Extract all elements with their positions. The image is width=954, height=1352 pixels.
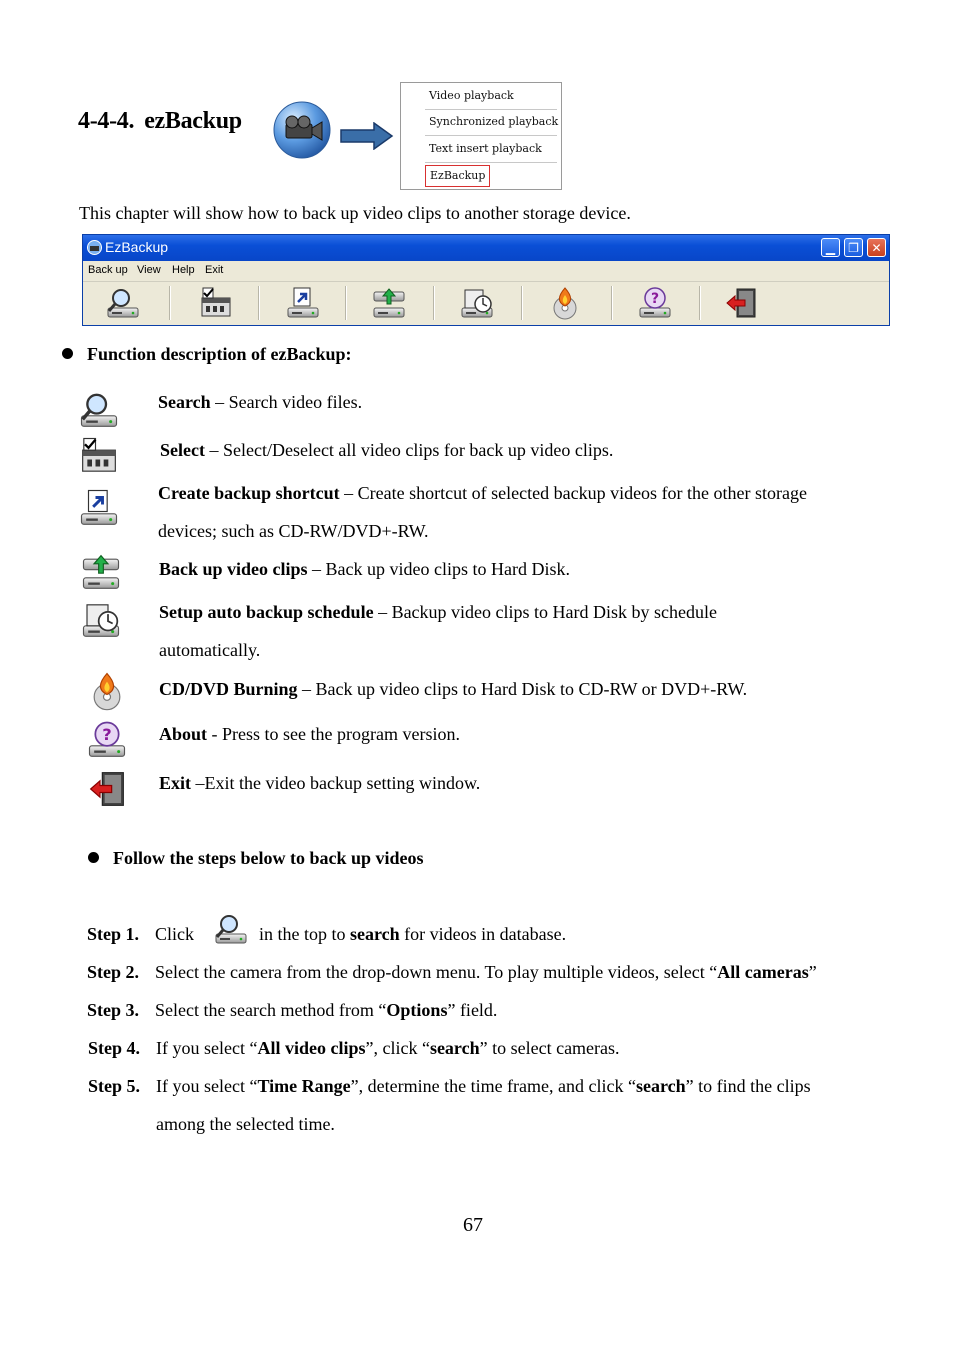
exit-icon [86,769,128,809]
schedule-icon[interactable] [459,286,495,320]
step-bold: search [350,924,400,944]
step-label: Step 3. [87,1000,140,1020]
menu-separator [425,135,557,136]
search-icon[interactable] [105,286,141,320]
menu-separator [425,109,557,110]
menu-item-video-playback[interactable]: Video playback [429,89,514,102]
step-bold: Options [386,1000,448,1020]
maximize-button[interactable] [844,238,863,257]
menu-separator [425,162,557,163]
toolbar-separator [433,286,435,320]
function-create-shortcut [158,474,807,550]
step-text: ” to select cameras. [479,1038,620,1058]
ezbackup-globe-icon [272,100,332,160]
step-5-continued: among the selected time. [156,1114,335,1134]
function-heading [62,344,352,365]
step-5 [88,1076,811,1097]
window-title: EzBackup [105,239,169,255]
step-text: Click [155,924,199,944]
step-3 [87,1000,497,1021]
step-text: Select the camera from the drop-down menu. To play multiple videos, select “ [155,962,718,982]
toolbar-separator [699,286,701,320]
select-icon [78,436,120,476]
step-1 [87,912,566,946]
page-number: 67 [463,1214,483,1236]
arrow-right-icon [340,122,394,150]
menu-back-up[interactable]: Back up [88,264,128,276]
toolbar [83,282,889,324]
step-text: ”, click “ [365,1038,430,1058]
menu-view[interactable]: View [137,264,161,276]
toolbar-separator [611,286,613,320]
step-bold: Time Range [257,1076,351,1096]
function-name: Select [160,440,205,460]
toolbar-separator [345,286,347,320]
section-title: ezBackup [144,108,242,134]
steps-heading [88,848,424,869]
close-icon: ✕ [871,241,882,255]
step-bold: All video clips [257,1038,366,1058]
function-backup [159,550,570,588]
about-icon[interactable] [637,286,673,320]
toolbar-separator [258,286,260,320]
step-text: for videos in database. [399,924,567,944]
intro-text: This chapter will show how to back up video clips to another storage device. [79,203,631,223]
step-bold: search [429,1038,480,1058]
restore-icon: ❐ [848,241,859,255]
function-about [159,715,460,753]
step-text: If you select “ [156,1038,258,1058]
function-name: Exit [159,773,192,793]
function-exit [159,764,480,802]
step-4 [88,1038,620,1059]
close-button[interactable] [867,238,886,257]
toolbar-separator [521,286,523,320]
minimize-button[interactable] [821,238,840,257]
playback-popup-menu [400,82,562,190]
function-heading-text: Function description of ezBackup: [87,344,352,364]
toolbar-separator [169,286,171,320]
step-text: in the top to [259,924,350,944]
step-text: ” field. [447,1000,498,1020]
search-icon [213,912,249,946]
minimize-icon: ▁ [825,241,836,255]
menu-exit[interactable]: Exit [205,264,224,276]
ezbackup-window [82,234,890,326]
function-name: Back up video clips [159,559,308,579]
function-name: Create backup shortcut [158,483,340,503]
function-desc-continued: automatically. [159,640,261,660]
about-icon [86,720,128,760]
schedule-icon [80,600,122,640]
section-heading [78,108,242,135]
backup-icon [80,552,122,592]
shortcut-icon [78,488,120,528]
app-icon [87,240,102,255]
section-number: 4-4-4. [78,108,135,134]
function-desc: – Select/Deselect all video clips for back up video clips. [204,440,614,460]
menu-item-synchronized-playback[interactable]: Synchronized playback [429,115,559,128]
step-label: Step 2. [87,962,140,982]
step-text: ”, determine the time frame, and click “ [350,1076,636,1096]
function-desc: - Press to see the program version. [207,724,460,744]
bullet-icon [62,348,73,359]
function-search [158,383,362,421]
function-name: About [159,724,208,744]
step-bold: search [636,1076,686,1096]
function-desc: – Search video files. [210,392,363,412]
function-burning [159,670,747,708]
function-schedule [159,593,717,669]
select-icon[interactable] [198,286,234,320]
function-name: CD/DVD Burning [159,679,298,699]
step-label: Step 5. [88,1076,141,1096]
function-desc: – Create shortcut of selected backup videos for the other storage [339,483,808,503]
step-2 [87,962,817,983]
function-desc: – Back up video clips to Hard Disk. [307,559,571,579]
step-label: Step 1. [87,924,140,944]
burn-icon [86,668,128,714]
bullet-icon [88,852,99,863]
function-desc-continued: devices; such as CD-RW/DVD+-RW. [158,521,429,541]
function-select [160,431,613,469]
exit-icon[interactable] [723,286,759,320]
function-desc: –Exit the video backup setting window. [191,773,481,793]
function-desc: – Backup video clips to Hard Disk by schedule [373,602,717,622]
step-bold: All cameras [717,962,809,982]
steps-heading-text: Follow the steps below to back up videos [113,848,424,868]
title-bar[interactable] [83,235,889,261]
step-text: Select the search method from “ [155,1000,387,1020]
menu-help[interactable]: Help [172,264,195,276]
function-name: Search [158,392,211,412]
burn-icon[interactable] [547,286,583,320]
backup-icon[interactable] [371,286,407,320]
menu-item-ezbackup[interactable]: EzBackup [425,165,490,187]
step-text: ” [808,962,817,982]
menu-bar [83,261,889,282]
function-name: Setup auto backup schedule [159,602,374,622]
step-text: If you select “ [156,1076,258,1096]
search-icon [78,390,120,430]
menu-item-text-insert-playback[interactable]: Text insert playback [429,142,542,155]
step-label: Step 4. [88,1038,141,1058]
function-desc: – Back up video clips to Hard Disk to CD-RW or DVD+-RW. [297,679,748,699]
shortcut-icon[interactable] [285,286,321,320]
step-text: ” to find the clips [685,1076,811,1096]
